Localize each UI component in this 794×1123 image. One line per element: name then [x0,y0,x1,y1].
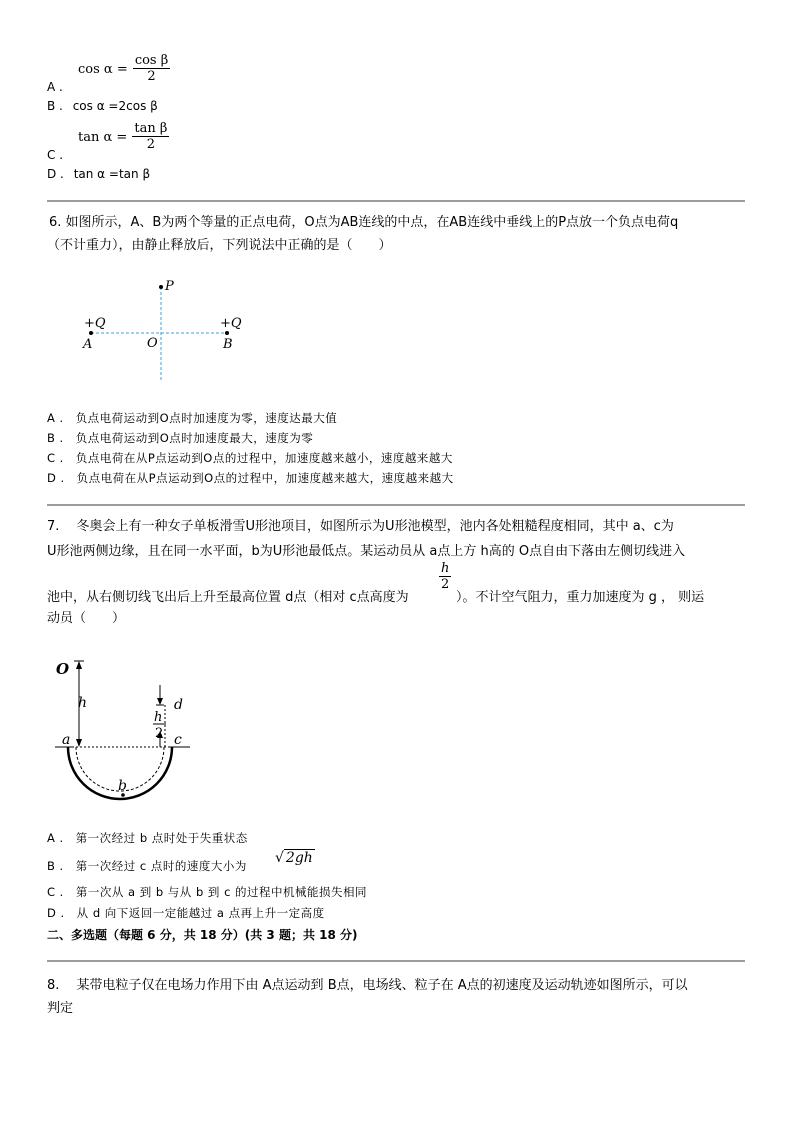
q7-stem-line4: 动员（ ） [47,611,126,626]
label-half-h-num: h [154,710,163,725]
half-h-arrow-head-down [157,698,163,705]
divider [47,504,745,506]
q5-option-b[interactable]: B . cos α =2cos β [47,99,158,113]
q7-option-a[interactable]: A . 第一次经过 b 点时处于失重状态 [47,831,248,845]
label-q-right: +Q [220,316,242,331]
label-p: P [165,279,174,294]
q7-option-d[interactable]: D . 从 d 向下返回一定能越过 a 点再上升一定高度 [47,906,325,920]
divider [47,200,745,202]
section-heading-multiple-choice: 二、多选题（每题 6 分，共 18 分）(共 3 题；共 18 分) [47,928,358,942]
q7-height-fraction: $\frac{h}{2}$ [441,561,450,592]
label-o: O [56,660,70,678]
h-arrow-head-down [76,739,82,747]
point-p [159,285,163,289]
q7-stem-line2: U形池两侧边缘，且在同一水平面，b为U形池最低点。某运动员从 a点上方 h高的 O点自由下落由左侧切线进入 [47,544,686,559]
label-b: b [118,778,127,794]
q7-stem-line1: 7. 冬奥会上有一种女子单板滑雪U形池项目，如图所示为U形池模型，池内各处粗糙程度相同，其中 a、c为 [47,519,674,534]
q6-charge-diagram [75,275,255,390]
q7-stem-line3a: 池中，从右侧切线飞出后上升至最高位置 d点（相对 c点高度为 [47,590,409,605]
q6-option-c[interactable]: C . 负点电荷在从P点运动到O点的过程中，加速度越来越小，速度越来越大 [47,451,453,465]
q7-option-b[interactable]: B . 第一次经过 c 点时的速度大小为 [47,859,247,873]
label-b: B [223,337,233,352]
q5-option-c-label[interactable]: C . [47,148,64,162]
q6-option-a[interactable]: A . 负点电荷运动到O点时加速度为零，速度达最大值 [47,411,338,425]
label-h: h [78,695,88,711]
q7-option-c[interactable]: C . 第一次从 a 到 b 与从 b 到 c 的过程中机械能损失相同 [47,885,368,899]
charge-a [89,331,93,335]
q7-option-b-sqrt: √ 2gh [275,850,313,866]
q5-option-a-label[interactable]: A . [47,80,63,94]
q5-option-d[interactable]: D . tan α =tan β [47,167,151,181]
q6-stem-line1: 6. 如图所示，A、B为两个等量的正点电荷，O点为AB连线的中点，在AB连线中垂线上的P点放一个负点电荷q [49,215,679,230]
q7-stem-line3b: ）。不计空气阻力，重力加速度为 g ， 则运 [456,590,705,605]
q8-stem-line1: 8. 某带电粒子仅在电场力作用下由 A点运动到 B点，电场线、粒子在 A点的初速度及运动轨迹如图所示，可以 [47,978,688,993]
q5-option-a-formula: cos α = $\frac{\text{cos β}}{2}$ [78,53,169,84]
q5-option-c-formula: tan α = $\frac{\text{tan β}}{2}$ [78,121,168,152]
label-q-left: +Q [84,316,106,331]
charge-b [225,331,229,335]
label-d: d [174,697,183,713]
divider [47,960,745,962]
q8-stem-line2: 判定 [47,1001,74,1016]
q6-option-d[interactable]: D . 负点电荷在从P点运动到O点的过程中，加速度越来越大，速度越来越大 [47,471,454,485]
label-c: c [174,732,182,748]
q7-u-pool-diagram [50,655,200,815]
q6-option-b[interactable]: B . 负点电荷运动到O点时加速度最大，速度为零 [47,431,314,445]
label-half-h-den: 2 [155,726,164,741]
h-arrow-head-up [76,661,82,669]
label-a: A [83,337,93,352]
label-o: O [147,336,158,351]
label-a: a [62,732,71,748]
q6-stem-line2: （不计重力），由静止释放后，下列说法中正确的是（ ） [47,238,392,253]
